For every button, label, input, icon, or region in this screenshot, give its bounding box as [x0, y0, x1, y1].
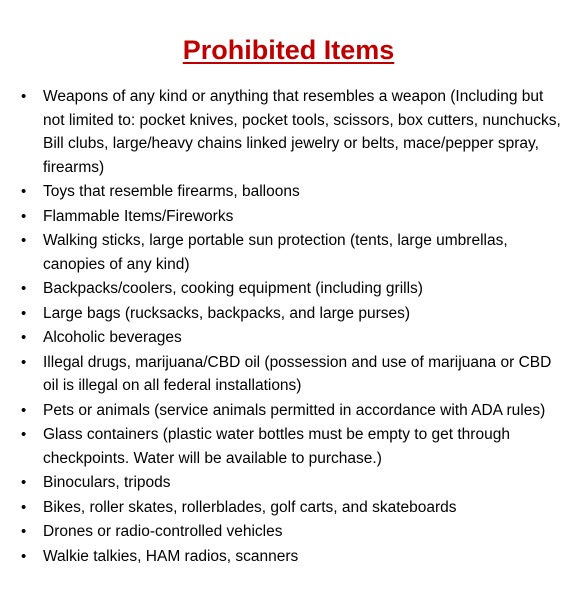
bullet-icon: •: [21, 280, 27, 297]
list-item: [0, 399, 577, 423]
list-item: [0, 205, 577, 229]
bullet-icon: •: [21, 474, 27, 491]
bullet-icon: •: [21, 353, 27, 371]
list-item: [0, 180, 577, 204]
bullet-icon: •: [21, 401, 27, 419]
bullet-icon: •: [21, 232, 27, 249]
list-item: [0, 471, 577, 495]
bullet-icon: •: [21, 329, 27, 346]
list-item-text: Toys that resemble firearms, balloons: [43, 183, 300, 200]
list-item: [0, 545, 577, 569]
bullet-icon: •: [21, 183, 27, 200]
bullet-icon: •: [21, 523, 27, 540]
list-item-text: Pets or animals (service animals permitted in accordance with ADA rules): [43, 401, 546, 419]
list-item: [0, 351, 577, 398]
page-title: Prohibited Items: [182, 35, 395, 65]
list-item: [0, 326, 577, 350]
bullet-icon: •: [21, 207, 27, 225]
list-item-text: Glass containers (plastic water bottles must be empty to get through checkpoints. Water will be available to purchase.): [43, 426, 510, 467]
list-item-text: Flammable Items/Fireworks: [43, 207, 234, 225]
bullet-icon: •: [21, 304, 27, 322]
bullet-icon: •: [21, 88, 27, 105]
list-item-text: Illegal drugs, marijuana/CBD oil (possession and use of marijuana or CBD oil is illegal on all federal installations): [43, 353, 552, 394]
prohibited-items-list: [0, 85, 577, 569]
list-item: [0, 85, 577, 179]
list-item-text: Large bags (rucksacks, backpacks, and large purses): [43, 304, 411, 322]
list-item-text: Drones or radio-controlled vehicles: [43, 523, 283, 540]
list-item: [0, 277, 577, 301]
list-item: [0, 496, 577, 520]
list-item-text: Weapons of any kind or anything that resembles a weapon (Including but not limited to: pocket knives, pocket tools, scissors, box cutters, nunchucks, Bill clubs, large/heavy chains linked jewelry or belts, mace/pepper spray, firearms): [43, 88, 561, 176]
list-item-text: Binoculars, tripods: [43, 474, 171, 491]
list-item-text: Bikes, roller skates, rollerblades, golf carts, and skateboards: [43, 498, 457, 516]
list-item: [0, 423, 577, 470]
list-item-text: Backpacks/coolers, cooking equipment (including grills): [43, 280, 423, 297]
list-item-text: Walking sticks, large portable sun protection (tents, large umbrellas, canopies of any kind): [43, 232, 508, 273]
list-item-text: Alcoholic beverages: [43, 329, 182, 346]
bullet-icon: •: [21, 426, 27, 443]
bullet-icon: •: [21, 547, 27, 565]
list-item: [0, 229, 577, 276]
list-item: [0, 302, 577, 326]
list-item: [0, 520, 577, 544]
bullet-icon: •: [21, 498, 27, 516]
list-item-text: Walkie talkies, HAM radios, scanners: [43, 547, 299, 565]
